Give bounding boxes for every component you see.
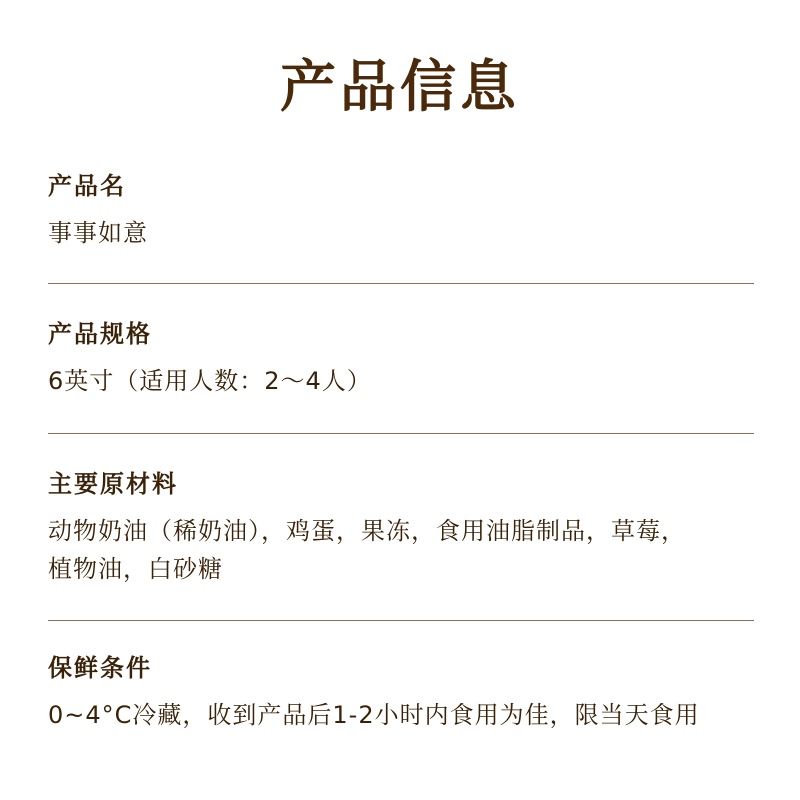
section-label: 保鲜条件 [48, 654, 152, 682]
section-product-name [48, 170, 754, 252]
section-main-ingredients [48, 468, 754, 588]
section-product-spec [48, 318, 754, 400]
section-value-line-1: 动物奶油（稀奶油），鸡蛋，果冻，食用油脂制品，草莓， [48, 517, 686, 545]
divider [48, 283, 754, 284]
section-value: 0~4°C冷藏，收到产品后1-2小时内食用为佳，限当天食用 [48, 701, 700, 729]
page-title: 产品信息 [280, 55, 520, 120]
section-storage [48, 652, 754, 734]
section-label: 主要原材料 [48, 470, 178, 498]
section-label: 产品名 [48, 172, 126, 200]
section-value-line-2: 植物油，白砂糖 [48, 555, 223, 583]
section-label: 产品规格 [48, 320, 152, 348]
divider [48, 620, 754, 621]
divider [48, 433, 754, 434]
section-value: 事事如意 [48, 219, 148, 247]
section-value: 6英寸（适用人数：2～4人） [48, 367, 372, 395]
